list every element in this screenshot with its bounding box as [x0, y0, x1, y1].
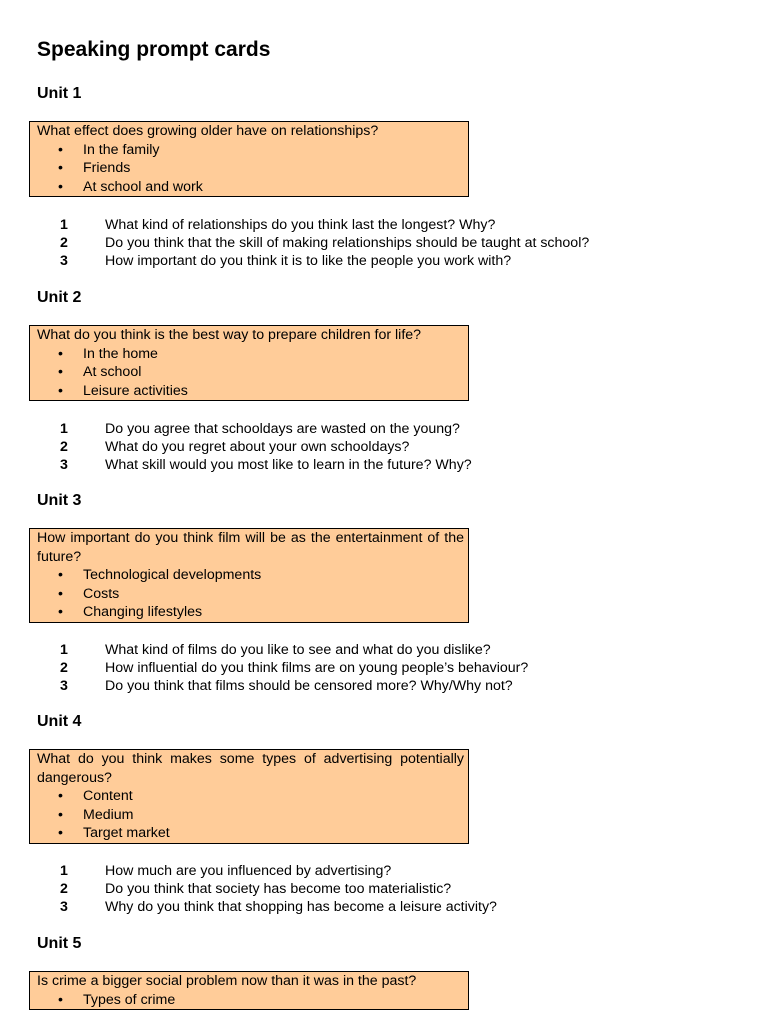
card-bullet-item	[37, 603, 464, 622]
question-text: How much are you influenced by advertising?	[105, 863, 392, 879]
card-bullet-item	[37, 824, 464, 843]
card-bullet-item	[37, 787, 464, 806]
bullet-icon: •	[58, 178, 63, 195]
page-title: Speaking prompt cards	[37, 38, 271, 61]
card-bullet-text: Medium	[83, 806, 134, 823]
card-bullet-list	[37, 141, 464, 197]
question-text: Do you agree that schooldays are wasted on the young?	[105, 421, 460, 437]
unit-heading: Unit 1	[37, 85, 82, 102]
bullet-icon: •	[58, 788, 63, 804]
bullet-icon: •	[58, 160, 63, 176]
question-number: 1	[60, 217, 68, 233]
question-number: 1	[60, 642, 68, 658]
unit-heading: Unit 4	[37, 713, 82, 730]
card-bullet-item	[37, 363, 464, 382]
card-bullet-item	[37, 141, 464, 160]
prompt-card	[29, 971, 469, 1010]
question-number: 2	[60, 881, 68, 897]
card-bullet-item	[37, 178, 464, 197]
card-bullet-text: Types of crime	[83, 991, 176, 1008]
card-bullet-item	[37, 382, 464, 401]
question-number: 3	[60, 899, 68, 915]
card-bullet-text: At school and work	[83, 178, 203, 195]
bullet-icon: •	[58, 141, 63, 158]
prompt-card	[29, 528, 469, 623]
prompt-card	[29, 749, 469, 844]
card-bullet-item	[37, 991, 464, 1010]
card-bullet-text: Friends	[83, 160, 131, 176]
question-text: Why do you think that shopping has become a leisure activity?	[105, 899, 497, 915]
card-bullet-text: In the family	[83, 141, 160, 158]
card-bullet-text: Technological developments	[83, 567, 262, 583]
card-bullet-text: At school	[83, 364, 142, 380]
question-text: What kind of relationships do you think last the longest? Why?	[105, 217, 496, 233]
card-prompt: What do you think is the best way to prepare children for life?	[37, 327, 422, 343]
card-bullet-list	[37, 787, 464, 843]
card-bullet-list	[37, 345, 464, 401]
card-bullet-text: Costs	[83, 585, 120, 602]
bullet-icon: •	[58, 991, 63, 1008]
question-text: Do you think that films should be censored more? Why/Why not?	[105, 678, 513, 694]
question-number: 1	[60, 421, 68, 437]
bullet-icon: •	[58, 806, 63, 823]
card-bullet-list	[37, 566, 464, 622]
question-number: 2	[60, 439, 68, 455]
bullet-icon: •	[58, 585, 63, 602]
card-bullet-list	[37, 991, 464, 1010]
unit-heading: Unit 2	[37, 289, 82, 306]
bullet-icon: •	[58, 364, 63, 380]
card-bullet-item	[37, 159, 464, 178]
card-bullet-text: Leisure activities	[83, 382, 188, 399]
bullet-icon: •	[58, 825, 63, 841]
question-number: 1	[60, 863, 68, 879]
card-prompt: What effect does growing older have on relationships?	[37, 123, 379, 139]
question-text: What do you regret about your own schooldays?	[105, 439, 410, 455]
unit-heading: Unit 5	[37, 935, 82, 952]
question-number: 3	[60, 253, 68, 269]
question-number: 2	[60, 660, 68, 676]
question-number: 2	[60, 235, 68, 251]
card-bullet-text: Changing lifestyles	[83, 604, 203, 620]
question-text: What kind of films do you like to see and what do you dislike?	[105, 642, 491, 658]
card-bullet-text: Content	[83, 788, 133, 804]
card-bullet-text: In the home	[83, 345, 158, 362]
card-prompt: What do you think makes some types of advertising potentially dangerous?	[37, 751, 464, 786]
prompt-card	[29, 325, 469, 401]
question-text: Do you think that the skill of making relationships should be taught at school?	[105, 235, 590, 251]
card-bullet-item	[37, 806, 464, 825]
card-bullet-item	[37, 566, 464, 585]
card-prompt: How important do you think film will be as the entertainment of the future?	[37, 530, 464, 565]
card-bullet-item	[37, 345, 464, 364]
card-bullet-text: Target market	[83, 825, 170, 841]
question-text: Do you think that society has become too materialistic?	[105, 881, 452, 897]
question-number: 3	[60, 678, 68, 694]
prompt-card	[29, 121, 469, 197]
bullet-icon: •	[58, 345, 63, 362]
card-prompt: Is crime a bigger social problem now than it was in the past?	[37, 973, 417, 989]
card-bullet-item	[37, 585, 464, 604]
question-text: How important do you think it is to like the people you work with?	[105, 253, 512, 269]
bullet-icon: •	[58, 567, 63, 583]
question-number: 3	[60, 457, 68, 473]
question-text: How influential do you think films are on young people’s behaviour?	[105, 660, 529, 676]
question-text: What skill would you most like to learn in the future? Why?	[105, 457, 472, 473]
unit-heading: Unit 3	[37, 492, 82, 509]
bullet-icon: •	[58, 604, 63, 620]
bullet-icon: •	[58, 382, 63, 399]
